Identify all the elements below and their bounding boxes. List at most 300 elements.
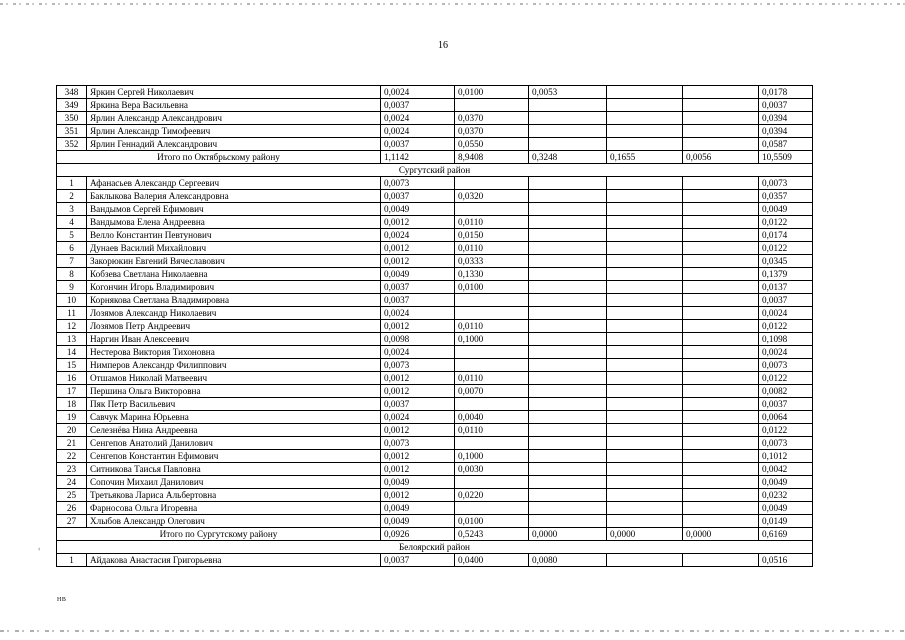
value-cell: 0,0320	[455, 190, 529, 203]
value-cell: 0,0037	[381, 99, 455, 112]
value-cell	[529, 398, 607, 411]
value-cell: 0,0110	[455, 372, 529, 385]
value-cell: 0,0037	[381, 554, 455, 567]
value-cell: 0,0012	[381, 385, 455, 398]
value-cell	[529, 515, 607, 528]
value-cell: 0,1330	[455, 268, 529, 281]
holder-name: Третьякова Лариса Альбертовна	[87, 489, 381, 502]
row-number: 5	[57, 229, 87, 242]
total-label: Итого по Октябрьскому району	[57, 151, 381, 164]
value-cell	[683, 554, 759, 567]
holder-name: Фарносова Ольга Игоревна	[87, 502, 381, 515]
holder-name: Корнякова Светлана Владимировна	[87, 294, 381, 307]
value-cell: 0,0220	[455, 489, 529, 502]
value-cell	[455, 359, 529, 372]
value-cell	[683, 385, 759, 398]
value-cell: 0,0012	[381, 320, 455, 333]
value-cell	[529, 346, 607, 359]
value-cell	[455, 203, 529, 216]
row-number: 12	[57, 320, 87, 333]
value-cell	[683, 216, 759, 229]
value-cell	[607, 437, 683, 450]
holder-name: Ситникова Таисья Павловна	[87, 463, 381, 476]
value-cell: 0,0040	[455, 411, 529, 424]
value-cell	[529, 281, 607, 294]
row-number: 2	[57, 190, 87, 203]
value-cell	[683, 346, 759, 359]
value-cell: 0,0080	[529, 554, 607, 567]
row-number: 350	[57, 112, 87, 125]
total-row	[57, 151, 813, 164]
holder-name: Селезнёва Нина Андреевна	[87, 424, 381, 437]
value-cell	[607, 346, 683, 359]
holder-name: Яркина Вера Васильевна	[87, 99, 381, 112]
holder-name: Яркин Сергей Николаевич	[87, 86, 381, 99]
section-title: Белоярский район	[57, 541, 813, 554]
value-cell: 0,0232	[759, 489, 813, 502]
table-row	[57, 476, 813, 489]
value-cell: 0,0073	[381, 177, 455, 190]
value-cell: 0,0037	[381, 398, 455, 411]
holder-name: Айдакова Анастасия Григорьевна	[87, 554, 381, 567]
total-row	[57, 528, 813, 541]
value-cell: 0,0174	[759, 229, 813, 242]
row-number: 7	[57, 255, 87, 268]
value-cell: 0,1098	[759, 333, 813, 346]
value-cell	[683, 398, 759, 411]
value-cell	[683, 333, 759, 346]
value-cell	[529, 229, 607, 242]
value-cell	[607, 99, 683, 112]
value-cell	[607, 229, 683, 242]
value-cell	[683, 125, 759, 138]
value-cell: 0,0049	[759, 203, 813, 216]
value-cell	[607, 203, 683, 216]
value-cell	[683, 476, 759, 489]
value-cell: 0,0053	[529, 86, 607, 99]
value-cell: 0,0037	[381, 138, 455, 151]
value-cell	[607, 216, 683, 229]
holder-name: Нестерова Виктория Тихоновна	[87, 346, 381, 359]
value-cell: 0,0037	[759, 294, 813, 307]
section-header-row	[57, 164, 813, 177]
row-number: 27	[57, 515, 87, 528]
value-cell	[683, 515, 759, 528]
row-number: 6	[57, 242, 87, 255]
value-cell	[683, 255, 759, 268]
value-cell: 0,0073	[759, 437, 813, 450]
value-cell	[607, 255, 683, 268]
value-cell: 0,0394	[759, 125, 813, 138]
table-row	[57, 320, 813, 333]
value-cell: 0,0056	[683, 151, 759, 164]
value-cell: 0,0024	[381, 112, 455, 125]
value-cell: 0,0110	[455, 242, 529, 255]
holder-name: Афанасьев Александр Сергеевич	[87, 177, 381, 190]
value-cell	[607, 138, 683, 151]
value-cell	[683, 86, 759, 99]
row-number: 14	[57, 346, 87, 359]
value-cell	[607, 177, 683, 190]
value-cell: 0,0012	[381, 216, 455, 229]
table-row	[57, 437, 813, 450]
value-cell: 0,0000	[529, 528, 607, 541]
value-cell: 0,0122	[759, 424, 813, 437]
value-cell: 0,0012	[381, 463, 455, 476]
value-cell: 0,0012	[381, 372, 455, 385]
row-number: 8	[57, 268, 87, 281]
holder-name: Сенгепов Константин Ефимович	[87, 450, 381, 463]
value-cell	[683, 489, 759, 502]
table-row	[57, 450, 813, 463]
value-cell: 0,0073	[759, 177, 813, 190]
holder-name: Наргин Иван Алексеевич	[87, 333, 381, 346]
row-number: 1	[57, 177, 87, 190]
value-cell: 0,0137	[759, 281, 813, 294]
value-cell: 0,0394	[759, 112, 813, 125]
value-cell	[683, 112, 759, 125]
value-cell: 0,0357	[759, 190, 813, 203]
value-cell	[683, 307, 759, 320]
table-row	[57, 203, 813, 216]
value-cell	[455, 294, 529, 307]
value-cell	[455, 398, 529, 411]
value-cell	[455, 476, 529, 489]
section-header-row	[57, 541, 813, 554]
value-cell	[607, 125, 683, 138]
value-cell	[607, 385, 683, 398]
table-row	[57, 385, 813, 398]
value-cell	[529, 268, 607, 281]
value-cell	[607, 489, 683, 502]
table-row	[57, 398, 813, 411]
value-cell	[529, 450, 607, 463]
value-cell	[607, 242, 683, 255]
value-cell	[607, 268, 683, 281]
value-cell	[529, 359, 607, 372]
value-cell: 0,0037	[759, 398, 813, 411]
value-cell	[529, 489, 607, 502]
table-row	[57, 372, 813, 385]
value-cell: 0,0049	[759, 476, 813, 489]
row-number: 1	[57, 554, 87, 567]
holder-name: Закорюкин Евгений Вячеславович	[87, 255, 381, 268]
value-cell: 0,0012	[381, 424, 455, 437]
value-cell	[529, 177, 607, 190]
table-row	[57, 333, 813, 346]
value-cell	[683, 190, 759, 203]
value-cell: 0,1000	[455, 450, 529, 463]
value-cell	[455, 502, 529, 515]
value-cell	[529, 99, 607, 112]
holder-name: Баклыкова Валерия Александровна	[87, 190, 381, 203]
value-cell: 0,0550	[455, 138, 529, 151]
row-number: 22	[57, 450, 87, 463]
value-cell: 0,0000	[683, 528, 759, 541]
value-cell: 0,0037	[759, 99, 813, 112]
value-cell	[529, 502, 607, 515]
scan-edge-top	[0, 3, 905, 5]
row-number: 3	[57, 203, 87, 216]
holder-name: Нимперов Александр Филиппович	[87, 359, 381, 372]
value-cell: 0,1379	[759, 268, 813, 281]
holder-name: Лозямов Петр Андреевич	[87, 320, 381, 333]
value-cell	[529, 216, 607, 229]
table-row	[57, 294, 813, 307]
value-cell: 0,0024	[381, 346, 455, 359]
value-cell	[683, 138, 759, 151]
table-row	[57, 515, 813, 528]
value-cell: 0,0049	[381, 268, 455, 281]
value-cell	[683, 203, 759, 216]
table-row	[57, 502, 813, 515]
value-cell	[683, 463, 759, 476]
value-cell	[683, 411, 759, 424]
corner-mark: НВ	[57, 597, 67, 603]
value-cell	[529, 294, 607, 307]
holder-name: Вандымов Сергей Ефимович	[87, 203, 381, 216]
value-cell: 0,0049	[381, 476, 455, 489]
value-cell: 0,1012	[759, 450, 813, 463]
table-row	[57, 86, 813, 99]
row-number: 351	[57, 125, 87, 138]
row-number: 352	[57, 138, 87, 151]
table-row	[57, 424, 813, 437]
value-cell	[607, 320, 683, 333]
value-cell	[607, 307, 683, 320]
value-cell: 0,0012	[381, 489, 455, 502]
holder-name: Кобзева Светлана Николаевна	[87, 268, 381, 281]
value-cell	[529, 138, 607, 151]
row-number: 15	[57, 359, 87, 372]
table-row	[57, 411, 813, 424]
margin-mark: ‹	[38, 545, 41, 553]
value-cell: 0,5243	[455, 528, 529, 541]
table-row	[57, 125, 813, 138]
holder-name: Ярлин Александр Александрович	[87, 112, 381, 125]
holder-name: Пяк Петр Васильевич	[87, 398, 381, 411]
row-number: 348	[57, 86, 87, 99]
holder-name: Вандымова Елена Андреевна	[87, 216, 381, 229]
holder-name: Ярлин Геннадий Александрович	[87, 138, 381, 151]
value-cell	[607, 463, 683, 476]
value-cell	[455, 437, 529, 450]
value-cell: 0,0100	[455, 86, 529, 99]
value-cell: 0,6169	[759, 528, 813, 541]
table-row	[57, 463, 813, 476]
value-cell: 0,0149	[759, 515, 813, 528]
holder-name: Савчук Марина Юрьевна	[87, 411, 381, 424]
value-cell	[607, 411, 683, 424]
value-cell	[455, 177, 529, 190]
table-row	[57, 359, 813, 372]
holder-name: Ярлин Александр Тимофеевич	[87, 125, 381, 138]
value-cell	[683, 99, 759, 112]
value-cell	[607, 424, 683, 437]
value-cell	[683, 502, 759, 515]
section-title: Сургутский район	[57, 164, 813, 177]
value-cell: 0,0370	[455, 112, 529, 125]
value-cell	[529, 424, 607, 437]
value-cell: 0,0073	[381, 359, 455, 372]
holder-name: Першина Ольга Викторовна	[87, 385, 381, 398]
value-cell: 0,0064	[759, 411, 813, 424]
row-number: 26	[57, 502, 87, 515]
value-cell: 0,0110	[455, 320, 529, 333]
value-cell	[529, 463, 607, 476]
value-cell: 0,0012	[381, 255, 455, 268]
value-cell: 0,0024	[381, 125, 455, 138]
value-cell: 0,0333	[455, 255, 529, 268]
value-cell	[529, 411, 607, 424]
value-cell	[607, 398, 683, 411]
total-label: Итого по Сургутскому району	[57, 528, 381, 541]
row-number: 349	[57, 99, 87, 112]
row-number: 4	[57, 216, 87, 229]
value-cell	[607, 515, 683, 528]
value-cell: 1,1142	[381, 151, 455, 164]
value-cell: 0,0098	[381, 333, 455, 346]
table-row	[57, 307, 813, 320]
value-cell: 0,0345	[759, 255, 813, 268]
value-cell: 0,0037	[381, 281, 455, 294]
value-cell: 0,0587	[759, 138, 813, 151]
value-cell	[683, 424, 759, 437]
value-cell	[607, 281, 683, 294]
value-cell	[683, 294, 759, 307]
value-cell	[683, 320, 759, 333]
value-cell: 0,0024	[759, 346, 813, 359]
value-cell: 0,0049	[381, 203, 455, 216]
table-row	[57, 99, 813, 112]
value-cell: 0,0110	[455, 216, 529, 229]
row-number: 24	[57, 476, 87, 489]
value-cell	[683, 359, 759, 372]
value-cell: 0,0100	[455, 281, 529, 294]
value-cell	[683, 242, 759, 255]
value-cell	[607, 333, 683, 346]
value-cell: 0,0122	[759, 242, 813, 255]
value-cell: 0,0049	[759, 502, 813, 515]
value-cell: 0,0073	[759, 359, 813, 372]
value-cell: 0,0100	[455, 515, 529, 528]
value-cell: 0,0012	[381, 242, 455, 255]
value-cell: 0,0070	[455, 385, 529, 398]
value-cell: 0,0042	[759, 463, 813, 476]
value-cell	[529, 333, 607, 346]
row-number: 19	[57, 411, 87, 424]
value-cell: 0,0024	[759, 307, 813, 320]
value-cell	[683, 437, 759, 450]
table-row	[57, 138, 813, 151]
value-cell: 0,0030	[455, 463, 529, 476]
value-cell: 0,0926	[381, 528, 455, 541]
table-row	[57, 190, 813, 203]
value-cell	[683, 372, 759, 385]
holder-name: Сопочин Михаил Данилович	[87, 476, 381, 489]
value-cell: 0,0012	[381, 450, 455, 463]
value-cell	[529, 242, 607, 255]
row-number: 17	[57, 385, 87, 398]
row-number: 11	[57, 307, 87, 320]
value-cell: 0,1000	[455, 333, 529, 346]
table-row	[57, 554, 813, 567]
table-row	[57, 242, 813, 255]
value-cell	[607, 112, 683, 125]
value-cell	[607, 294, 683, 307]
value-cell: 0,0082	[759, 385, 813, 398]
value-cell	[529, 190, 607, 203]
value-cell	[683, 450, 759, 463]
row-number: 18	[57, 398, 87, 411]
value-cell	[529, 385, 607, 398]
table-row	[57, 281, 813, 294]
value-cell: 0,0024	[381, 86, 455, 99]
row-number: 10	[57, 294, 87, 307]
row-number: 25	[57, 489, 87, 502]
value-cell: 0,0516	[759, 554, 813, 567]
holder-name: Лозямов Александр Николаевич	[87, 307, 381, 320]
value-cell: 0,0110	[455, 424, 529, 437]
value-cell	[455, 346, 529, 359]
value-cell: 0,1655	[607, 151, 683, 164]
value-cell: 0,3248	[529, 151, 607, 164]
value-cell: 0,0122	[759, 372, 813, 385]
table-row	[57, 255, 813, 268]
value-cell	[529, 255, 607, 268]
value-cell: 0,0122	[759, 216, 813, 229]
value-cell	[607, 450, 683, 463]
row-number: 21	[57, 437, 87, 450]
value-cell	[529, 203, 607, 216]
value-cell	[607, 86, 683, 99]
holder-name: Дунаев Василий Михайлович	[87, 242, 381, 255]
value-cell	[683, 281, 759, 294]
value-cell	[455, 307, 529, 320]
table-row	[57, 177, 813, 190]
value-cell: 0,0024	[381, 411, 455, 424]
value-cell	[607, 554, 683, 567]
table-row	[57, 112, 813, 125]
value-cell: 0,0370	[455, 125, 529, 138]
row-number: 13	[57, 333, 87, 346]
value-cell	[607, 372, 683, 385]
value-cell: 0,0037	[381, 190, 455, 203]
table-row	[57, 268, 813, 281]
value-cell	[529, 437, 607, 450]
value-cell: 0,0024	[381, 229, 455, 242]
value-cell	[529, 476, 607, 489]
row-number: 9	[57, 281, 87, 294]
value-cell: 0,0400	[455, 554, 529, 567]
holder-name: Отшамов Николай Матвеевич	[87, 372, 381, 385]
table-row	[57, 346, 813, 359]
table-row	[57, 229, 813, 242]
value-cell	[683, 229, 759, 242]
value-cell	[455, 99, 529, 112]
value-cell: 0,0024	[381, 307, 455, 320]
value-cell	[683, 177, 759, 190]
value-cell: 0,0178	[759, 86, 813, 99]
value-cell	[529, 112, 607, 125]
quota-table	[56, 85, 813, 567]
table-row	[57, 489, 813, 502]
holder-name: Когончин Игорь Владимирович	[87, 281, 381, 294]
value-cell	[529, 125, 607, 138]
table-row	[57, 216, 813, 229]
value-cell	[683, 268, 759, 281]
value-cell	[529, 372, 607, 385]
